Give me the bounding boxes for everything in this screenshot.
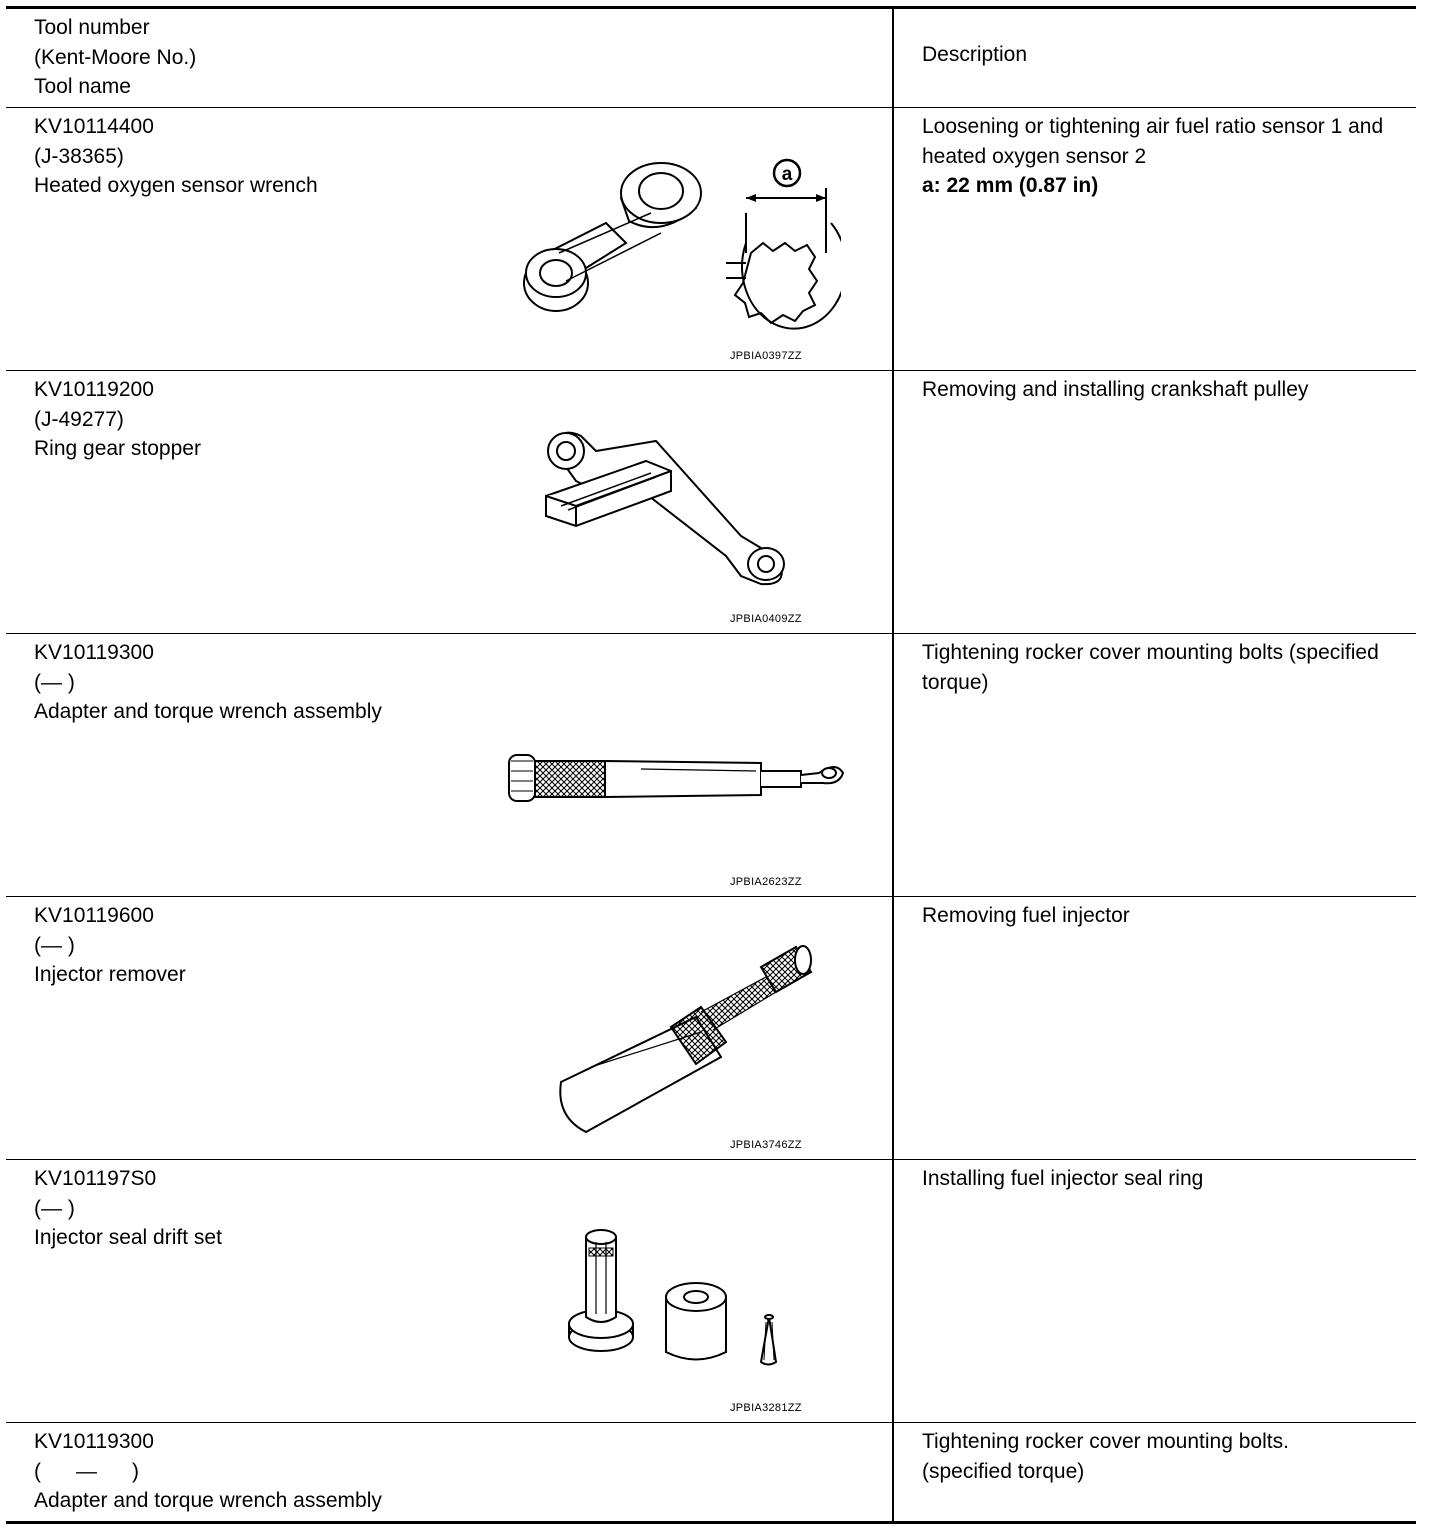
description-text: Removing and installing crankshaft pulley: [922, 378, 1309, 401]
table-row: [6, 1160, 1416, 1423]
table-row: [6, 634, 1416, 897]
special-tools-table: [6, 6, 1416, 1524]
tool-cell: [6, 1423, 894, 1521]
description-text: Tightening rocker cover mounting bolts. (specified torque): [922, 1430, 1289, 1483]
description-cell: [894, 634, 1416, 896]
kent-moore-number: (J-49277): [34, 407, 124, 431]
tool-name: Heated oxygen sensor wrench: [34, 174, 318, 197]
tool-number: KV101197S0: [34, 1167, 157, 1190]
tool-cell: [6, 634, 894, 896]
description-cell: [894, 897, 1416, 1159]
header-tool-number-label: Tool number: [34, 16, 150, 39]
ring-gear-stopper-icon: [536, 426, 816, 591]
figure-code: JPBIA3746ZZ: [730, 1139, 802, 1151]
seal-drift-set-icon: [561, 1222, 791, 1387]
header-description-cell: [894, 9, 1416, 107]
kent-moore-number: (— ): [34, 1196, 75, 1220]
description-cell: [894, 1160, 1416, 1422]
figure-code: JPBIA0397ZZ: [730, 350, 802, 362]
tool-name: Injector remover: [34, 963, 186, 986]
figure-code: JPBIA3281ZZ: [730, 1402, 802, 1414]
tool-number: KV10114400: [34, 115, 154, 138]
header-tool-cell: [6, 9, 894, 107]
description-text: Installing fuel injector seal ring: [922, 1167, 1204, 1190]
kent-moore-number: (J-38365): [34, 144, 124, 168]
tool-name: Adapter and torque wrench assembly: [34, 1489, 382, 1512]
tool-cell: [6, 1160, 894, 1422]
kent-moore-number: (— ): [34, 933, 75, 957]
kent-moore-number: (— ): [34, 670, 75, 694]
header-kent-moore-label: (Kent-Moore No.): [34, 45, 197, 69]
kent-moore-number: ( — ): [34, 1459, 139, 1483]
tool-name: Ring gear stopper: [34, 437, 201, 460]
tool-number: KV10119200: [34, 378, 154, 401]
tool-number: KV10119600: [34, 904, 154, 927]
description-cell: [894, 1423, 1416, 1521]
table-row: [6, 1423, 1416, 1524]
table-header-row: [6, 9, 1416, 108]
description-text: Loosening or tightening air fuel ratio sensor 1 and heated oxygen sensor 2: [922, 115, 1384, 168]
tool-cell: [6, 108, 894, 370]
callout-label: a: [781, 164, 793, 185]
table-row: [6, 371, 1416, 634]
table-row: [6, 108, 1416, 371]
header-description-label: Description: [922, 43, 1028, 66]
tool-cell: [6, 897, 894, 1159]
description-cell: [894, 371, 1416, 633]
tool-name: Injector seal drift set: [34, 1226, 222, 1249]
description-text: Removing fuel injector: [922, 904, 1130, 927]
tool-number: KV10119300: [34, 641, 154, 664]
figure-code: JPBIA0409ZZ: [730, 613, 802, 625]
description-text: Tightening rocker cover mounting bolts (specified torque): [922, 641, 1379, 694]
tool-cell: [6, 371, 894, 633]
figure-code: JPBIA2623ZZ: [730, 876, 802, 888]
tool-name: Adapter and torque wrench assembly: [34, 700, 382, 723]
tool-number: KV10119300: [34, 1430, 154, 1453]
torque-wrench-icon: [501, 749, 846, 809]
table-row: [6, 897, 1416, 1160]
ring-wrench-icon: [511, 153, 841, 343]
description-spec: a: 22 mm (0.87 in): [922, 174, 1099, 197]
injector-remover-icon: [551, 942, 816, 1137]
description-cell: [894, 108, 1416, 370]
header-tool-name-label: Tool name: [34, 75, 131, 98]
